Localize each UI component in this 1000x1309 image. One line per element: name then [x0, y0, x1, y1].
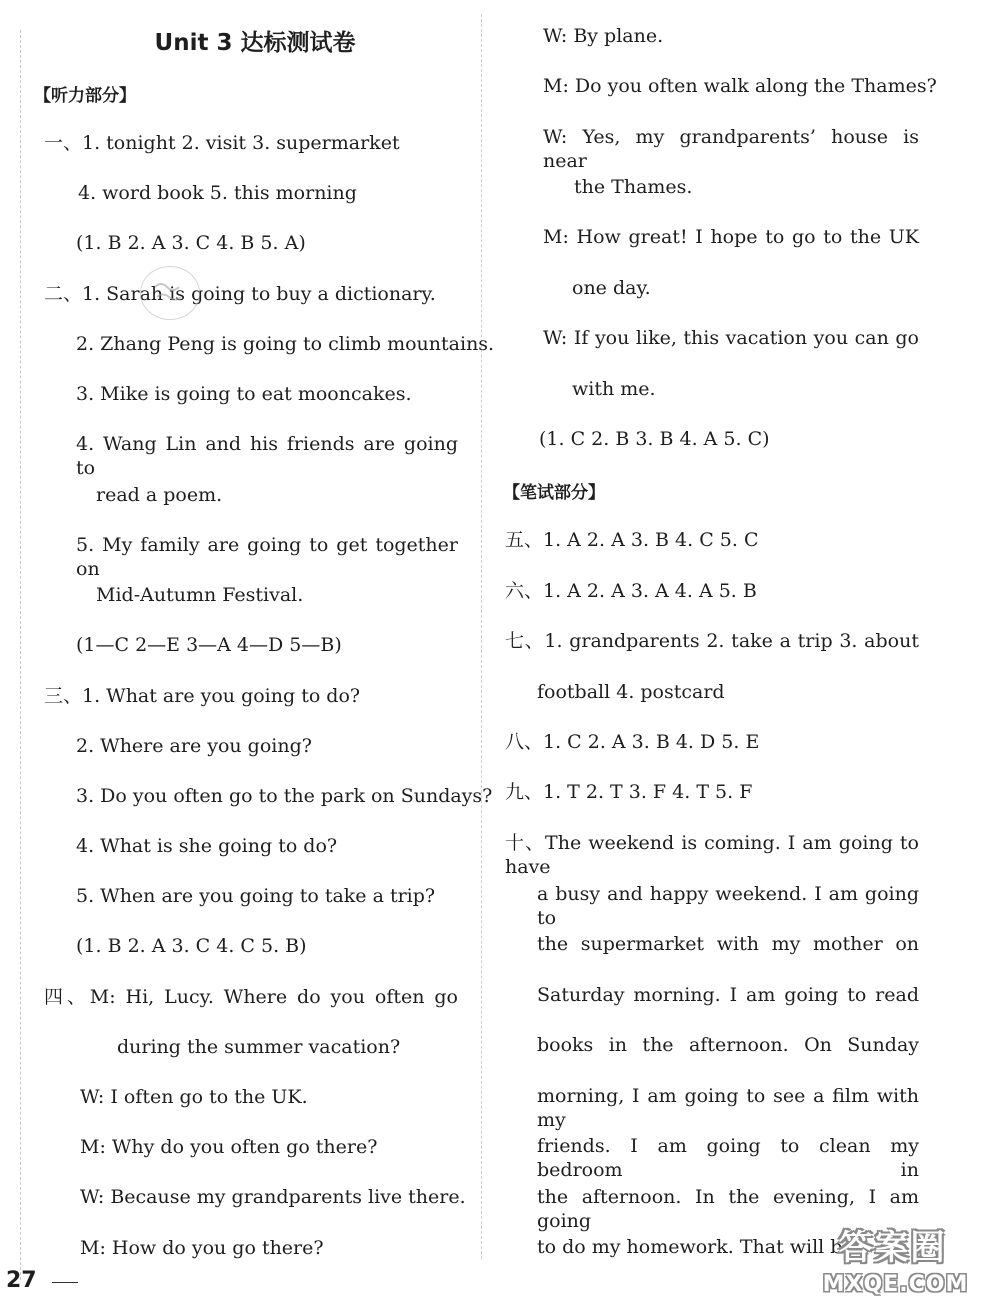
- answer-line: 5. When are you going to take a trip?: [76, 885, 436, 907]
- answer-line: (1. B 2. A 3. C 4. B 5. A): [76, 232, 306, 254]
- answer-line: M: Why do you often go there?: [80, 1136, 378, 1158]
- answer-line: 九、1. T 2. T 3. F 4. T 5. F: [505, 781, 753, 803]
- answer-line: (1—C 2—E 3—A 4—D 5—B): [76, 634, 342, 656]
- answer-line: to do my homework. That will b: [537, 1236, 843, 1258]
- answer-line: 3. Mike is going to eat mooncakes.: [76, 383, 412, 405]
- answer-line: 五、1. A 2. A 3. B 4. C 5. C: [505, 529, 759, 551]
- answer-line: 2. Where are you going?: [76, 735, 312, 757]
- answer-line: Mid-Autumn Festival.: [96, 584, 304, 606]
- watermark-domain: MXQE.COM: [822, 1272, 969, 1297]
- site-watermark: [790, 1220, 995, 1305]
- binding-edge-line: [20, 30, 21, 1280]
- answer-line: 2. Zhang Peng is going to climb mountains.: [76, 333, 495, 355]
- answer-line: 4. Wang Lin and his friends are going to: [76, 433, 458, 479]
- answer-line: 3. Do you often go to the park on Sundays?: [76, 785, 493, 807]
- answer-line: W: By plane.: [543, 25, 664, 47]
- listening-section-header: 【听力部分】: [34, 86, 136, 106]
- answer-line: football 4. postcard: [537, 681, 725, 703]
- answer-line: 二、1. Sarah is going to buy a dictionary.: [44, 283, 436, 305]
- answer-line: W: I often go to the UK.: [80, 1086, 308, 1108]
- answer-line: M: How great! I hope to go to the UK: [543, 226, 919, 248]
- answer-line: books in the afternoon. On Sunday: [537, 1034, 919, 1056]
- answer-line: 三、1. What are you going to do?: [44, 685, 361, 707]
- writing-section-header: 【笔试部分】: [503, 483, 605, 503]
- answer-line: one day.: [572, 277, 651, 299]
- watermark-logo-text: 答案圈: [838, 1228, 947, 1268]
- answer-line: morning, I am going to see a film with my: [537, 1085, 919, 1131]
- answer-line: 4. What is she going to do?: [76, 835, 338, 857]
- faded-stamp-mark: [140, 266, 200, 320]
- answer-line: (1. C 2. B 3. B 4. A 5. C): [539, 428, 770, 450]
- answer-line: 5. My family are going to get together on: [76, 534, 458, 580]
- answer-line: W: Yes, my grandparents’ house is near: [543, 126, 919, 172]
- answer-line: Saturday morning. I am going to read: [537, 984, 919, 1006]
- answer-line: M: Do you often walk along the Thames?: [543, 75, 937, 97]
- page-number: 27: [6, 1268, 37, 1293]
- answer-line: 六、1. A 2. A 3. A 4. A 5. B: [505, 580, 757, 602]
- answer-line: a busy and happy weekend. I am going to: [537, 883, 919, 929]
- answer-line: 七、1. grandparents 2. take a trip 3. about: [505, 630, 919, 652]
- answer-line: the Thames.: [574, 176, 693, 198]
- page-title: Unit 3 达标测试卷: [154, 30, 356, 56]
- page-number-dash: [52, 1282, 78, 1283]
- answer-line: the supermarket with my mother on: [537, 933, 919, 955]
- answer-line: 八、1. C 2. A 3. B 4. D 5. E: [505, 731, 760, 753]
- answer-line: with me.: [572, 378, 656, 400]
- answer-line: W: Because my grandparents live there.: [80, 1186, 466, 1208]
- answer-line: 四、M: Hi, Lucy. Where do you often go: [44, 986, 458, 1008]
- answer-line: 一、1. tonight 2. visit 3. supermarket: [44, 132, 400, 154]
- answer-line: read a poem.: [96, 484, 223, 506]
- answer-line: (1. B 2. A 3. C 4. C 5. B): [76, 935, 307, 957]
- answer-line: friends. I am going to clean my bedroom in: [537, 1135, 919, 1181]
- answer-line: W: If you like, this vacation you can go: [543, 327, 919, 349]
- answer-line: the afternoon. In the evening, I am going: [537, 1186, 919, 1232]
- answer-line: M: How do you go there?: [80, 1237, 324, 1259]
- answer-line: during the summer vacation?: [117, 1036, 401, 1058]
- answer-line: 十、The weekend is coming. I am going to have: [505, 832, 919, 878]
- column-divider: [481, 14, 482, 1259]
- answer-line: 4. word book 5. this morning: [78, 182, 357, 204]
